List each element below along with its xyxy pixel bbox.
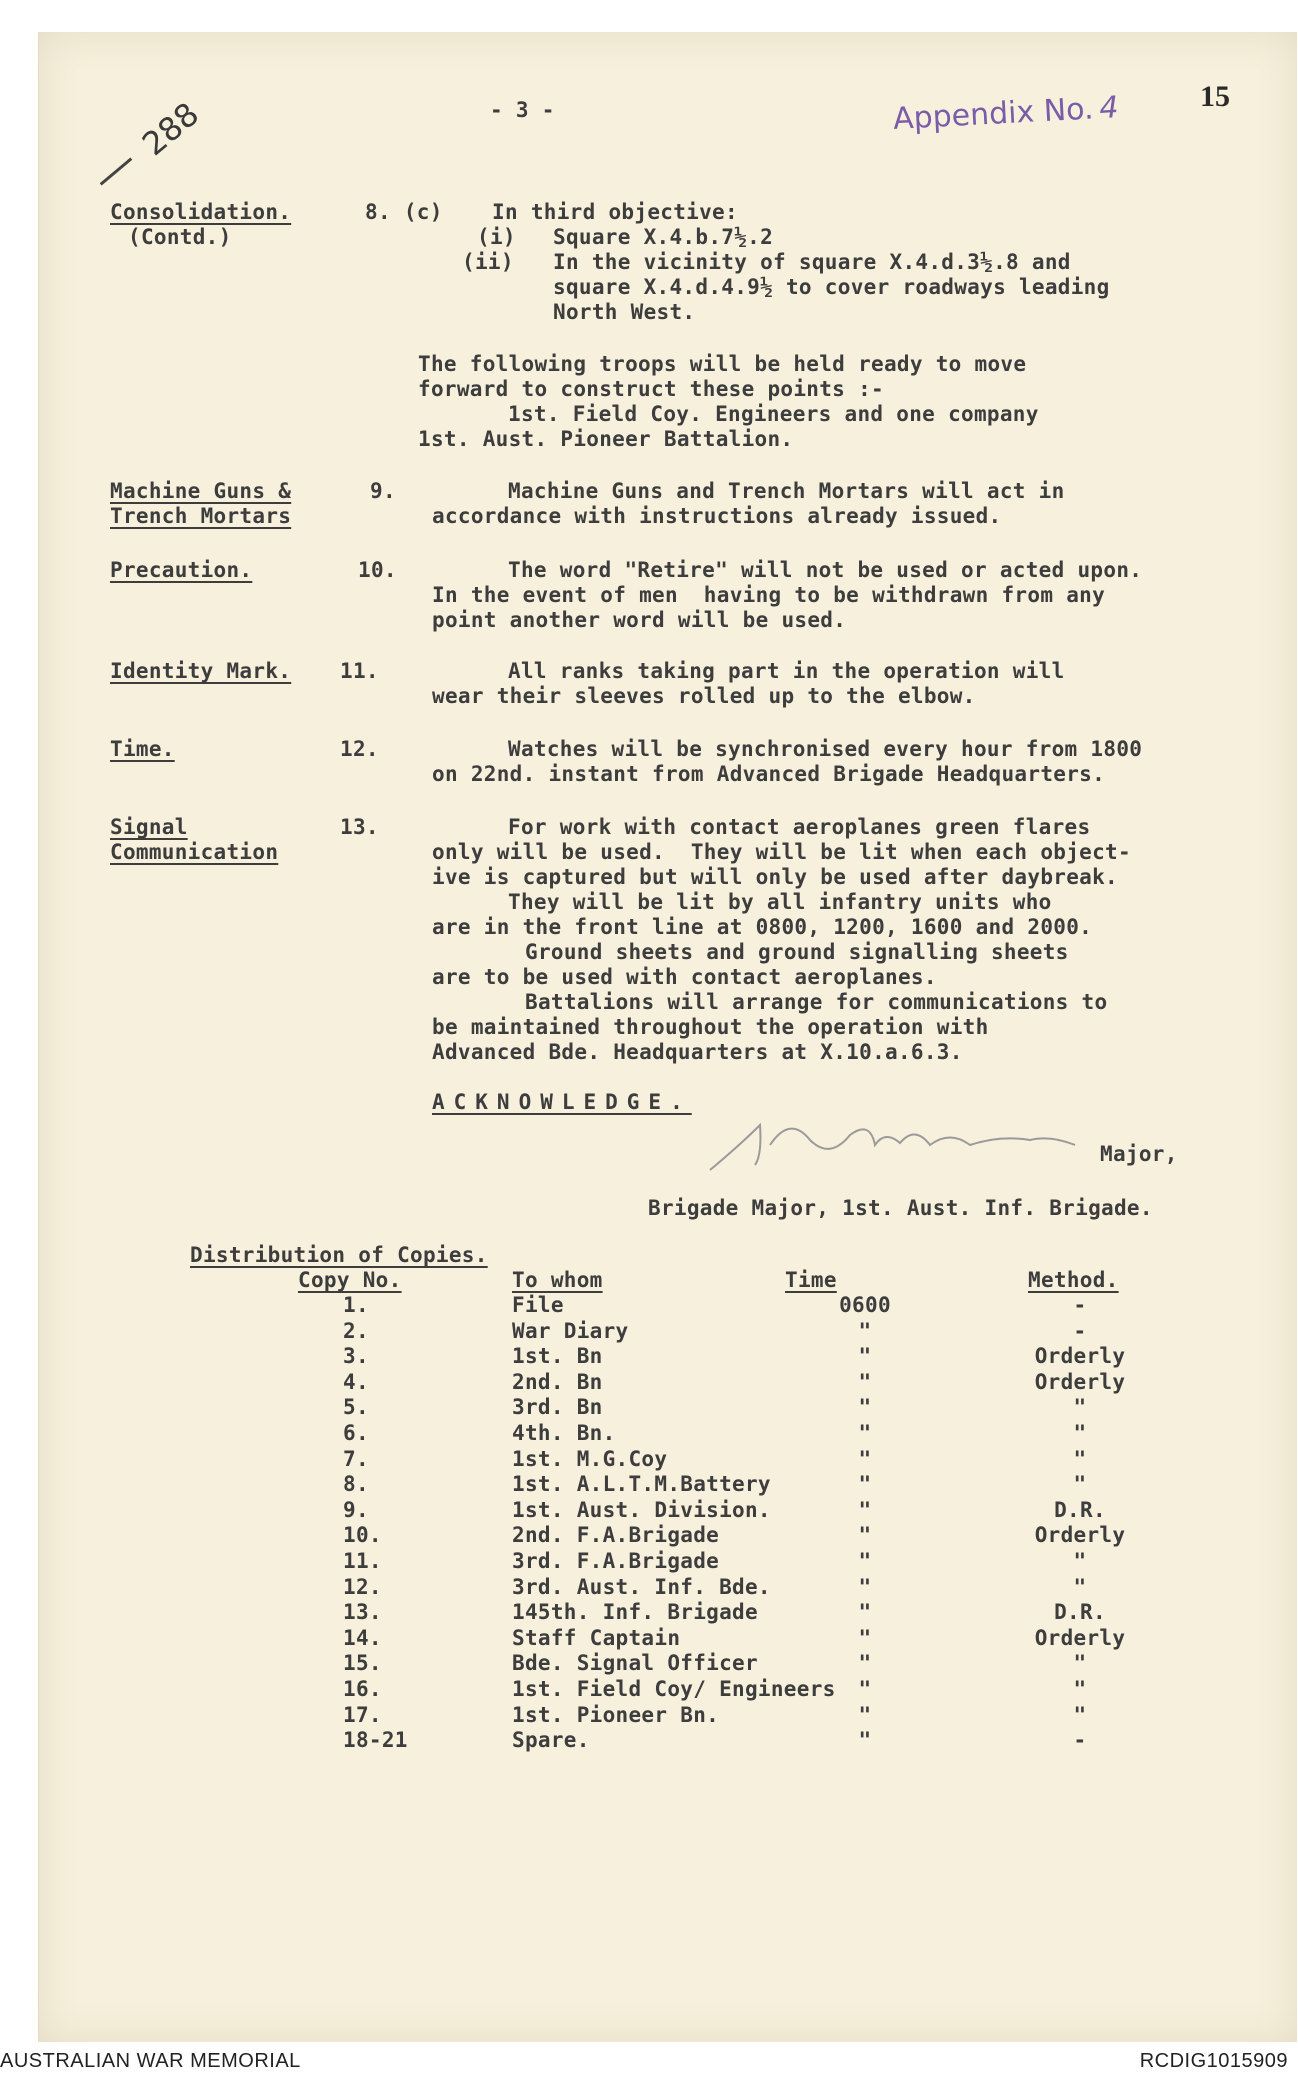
cell-copy-no: 10. [343, 1523, 382, 1548]
cell-time: " [858, 1702, 872, 1727]
table-row [0, 1626, 1298, 1651]
cell-method: " [1073, 1549, 1087, 1573]
cell-method: " [1073, 1446, 1087, 1471]
cell-to-whom: 3rd. Bn [512, 1395, 603, 1420]
consolidation-line1: In third objective: [492, 200, 738, 224]
machine-guns-heading-1: Machine Guns & [110, 479, 292, 503]
machine-guns-line2: accordance with instructions already issued. [432, 504, 1002, 528]
cell-copy-no: 6. [343, 1421, 369, 1445]
cell-copy-no: 2. [343, 1318, 369, 1343]
table-row [0, 1549, 1298, 1574]
table-row [0, 1728, 1298, 1753]
signal-line6: Ground sheets and ground signalling sheets [525, 940, 1069, 964]
table-row [0, 1498, 1298, 1523]
cell-time: " [858, 1344, 872, 1369]
col-time: Time [785, 1268, 837, 1292]
cell-to-whom: 145th. Inf. Brigade [512, 1600, 758, 1625]
consolidation-heading: Consolidation. [110, 200, 292, 224]
cell-method: Orderly [1034, 1625, 1126, 1650]
cell-time: " [858, 1446, 872, 1471]
acknowledge: ACKNOWLEDGE. [432, 1090, 692, 1114]
signal-line3: ive is captured but will only be used after daybreak. [432, 865, 1118, 889]
consolidation-ii-line1: In the vicinity of square X.4.d.3½.8 and [553, 250, 1071, 274]
troops-line2: forward to construct these points :- [418, 377, 884, 401]
table-row [0, 1703, 1298, 1728]
precaution-heading: Precaution. [110, 558, 253, 582]
cell-time: " [858, 1549, 872, 1573]
cell-to-whom: 4th. Bn. [512, 1421, 616, 1445]
cell-method: D.R. [1054, 1600, 1106, 1625]
cell-copy-no: 13. [343, 1600, 382, 1625]
consolidation-ii-label: (ii) [462, 250, 514, 274]
cell-to-whom: 1st. M.G.Coy [512, 1446, 668, 1471]
consolidation-para-no: 8. (c) [365, 200, 443, 224]
cell-time: " [858, 1369, 872, 1394]
cell-time: " [858, 1421, 872, 1445]
table-row [0, 1447, 1298, 1472]
cell-to-whom: Spare. [512, 1728, 590, 1753]
signal-para-no: 13. [340, 815, 379, 839]
cell-copy-no: 17. [343, 1702, 382, 1727]
table-row [0, 1395, 1298, 1420]
cell-method: " [1073, 1677, 1087, 1701]
handwritten-signature [700, 1105, 1100, 1185]
col-copy-no: Copy No. [298, 1268, 402, 1292]
cell-time: 0600 [839, 1293, 891, 1317]
signal-line9: be maintained throughout the operation with [432, 1015, 989, 1039]
footer-right: RCDIG1015909 [1139, 2050, 1288, 2072]
cell-method: D.R. [1054, 1497, 1106, 1522]
cell-time: " [858, 1728, 872, 1753]
cell-copy-no: 8. [343, 1472, 369, 1497]
cell-time: " [858, 1318, 872, 1343]
cell-to-whom: Bde. Signal Officer [512, 1651, 758, 1676]
cell-copy-no: 11. [343, 1549, 382, 1573]
table-row [0, 1319, 1298, 1344]
cell-time: " [858, 1574, 872, 1599]
cell-to-whom: 1st. Field Coy/ Engineers [512, 1677, 836, 1701]
appendix-stamp-prefix: Appendix No. [892, 91, 1095, 137]
cell-method: " [1073, 1702, 1087, 1727]
cell-time: " [858, 1395, 872, 1420]
cell-time: " [858, 1677, 872, 1701]
page-number: - 3 - [490, 98, 555, 122]
cell-copy-no: 7. [343, 1446, 369, 1471]
cell-method: Orderly [1034, 1344, 1126, 1369]
troops-line1: The following troops will be held ready to move [418, 352, 1027, 376]
footer-left: AUSTRALIAN WAR MEMORIAL [0, 2050, 301, 2072]
time-line1: Watches will be synchronised every hour from 1800 [508, 737, 1143, 761]
consolidation-ii-line3: North West. [553, 300, 696, 324]
time-heading: Time. [110, 737, 175, 761]
machine-guns-heading-2: Trench Mortars [110, 504, 292, 528]
cell-to-whom: Staff Captain [512, 1625, 681, 1650]
table-row [0, 1677, 1298, 1702]
cell-to-whom: 2nd. F.A.Brigade [512, 1523, 720, 1548]
cell-method: - [1073, 1318, 1087, 1343]
cell-time: " [858, 1472, 872, 1497]
cell-method: Orderly [1034, 1523, 1126, 1548]
cell-time: " [858, 1497, 872, 1522]
cell-copy-no: 1. [343, 1293, 369, 1317]
cell-copy-no: 3. [343, 1344, 369, 1369]
cell-method: " [1073, 1395, 1087, 1420]
identity-line1: All ranks taking part in the operation will [508, 659, 1065, 683]
cell-copy-no: 18-21 [343, 1728, 408, 1753]
cell-copy-no: 14. [343, 1625, 382, 1650]
cell-copy-no: 5. [343, 1395, 369, 1420]
signature-rank: Major, [1100, 1142, 1178, 1166]
cell-method: - [1073, 1728, 1087, 1753]
distribution-heading: Distribution of Copies. [190, 1243, 488, 1267]
precaution-line2: In the event of men having to be withdrawn from any [432, 583, 1106, 607]
table-row [0, 1575, 1298, 1600]
cell-method: - [1073, 1293, 1087, 1317]
folio-number: 15 [1200, 80, 1230, 113]
appendix-stamp-number: 4 [1098, 90, 1120, 127]
identity-heading: Identity Mark. [110, 659, 292, 683]
signal-heading-2: Communication [110, 840, 279, 864]
signal-line5: are in the front line at 0800, 1200, 1600 and 2000. [432, 915, 1093, 939]
troops-line4: 1st. Aust. Pioneer Battalion. [418, 427, 794, 451]
signal-heading-1: Signal [110, 815, 188, 839]
identity-line2: wear their sleeves rolled up to the elbow. [432, 684, 976, 708]
consolidation-i-label: (i) [477, 225, 516, 249]
cell-copy-no: 12. [343, 1574, 382, 1599]
table-row [0, 1344, 1298, 1369]
cell-time: " [858, 1523, 872, 1548]
consolidation-ii-line2: square X.4.d.4.9½ to cover roadways leading [553, 275, 1110, 299]
precaution-para-no: 10. [358, 558, 397, 582]
consolidation-heading-sub: (Contd.) [128, 225, 232, 249]
signature-title: Brigade Major, 1st. Aust. Inf. Brigade. [648, 1196, 1153, 1220]
cell-copy-no: 15. [343, 1651, 382, 1676]
cell-time: " [858, 1651, 872, 1676]
troops-line3: 1st. Field Coy. Engineers and one company [508, 402, 1039, 426]
cell-time: " [858, 1600, 872, 1625]
table-row [0, 1293, 1298, 1318]
precaution-line3: point another word will be used. [432, 608, 847, 632]
signal-line7: are to be used with contact aeroplanes. [432, 965, 937, 989]
time-para-no: 12. [340, 737, 379, 761]
cell-method: " [1073, 1472, 1087, 1497]
cell-to-whom: 3rd. Aust. Inf. Bde. [512, 1574, 771, 1599]
table-row [0, 1421, 1298, 1446]
time-line2: on 22nd. instant from Advanced Brigade Headquarters. [432, 762, 1106, 786]
table-row [0, 1523, 1298, 1548]
precaution-line1: The word "Retire" will not be used or acted upon. [508, 558, 1143, 582]
signal-line4: They will be lit by all infantry units who [508, 890, 1052, 914]
machine-guns-line1: Machine Guns and Trench Mortars will act in [508, 479, 1065, 503]
signal-line2: only will be used. They will be lit when each object- [432, 840, 1131, 864]
cell-to-whom: War Diary [512, 1318, 629, 1343]
cell-to-whom: 1st. Bn [512, 1344, 603, 1369]
cell-to-whom: File [512, 1293, 564, 1317]
handwritten-reference: 288 [134, 94, 207, 164]
table-row [0, 1472, 1298, 1497]
cell-to-whom: 2nd. Bn [512, 1369, 603, 1394]
signal-line10: Advanced Bde. Headquarters at X.10.a.6.3. [432, 1040, 963, 1064]
signal-line1: For work with contact aeroplanes green flares [508, 815, 1091, 839]
cell-copy-no: 16. [343, 1677, 382, 1701]
col-to-whom: To whom [512, 1268, 603, 1292]
signal-line8: Battalions will arrange for communications to [525, 990, 1108, 1014]
cell-time: " [858, 1625, 872, 1650]
table-row [0, 1600, 1298, 1625]
cell-method: Orderly [1034, 1369, 1126, 1394]
cell-to-whom: 1st. A.L.T.M.Battery [512, 1472, 771, 1497]
table-row [0, 1651, 1298, 1676]
cell-to-whom: 1st. Aust. Division. [512, 1497, 771, 1522]
machine-guns-para-no: 9. [370, 479, 396, 503]
cell-to-whom: 1st. Pioneer Bn. [512, 1702, 720, 1727]
cell-copy-no: 9. [343, 1497, 369, 1522]
cell-method: " [1073, 1574, 1087, 1599]
consolidation-i-text: Square X.4.b.7½.2 [553, 225, 774, 249]
col-method: Method. [1028, 1268, 1119, 1292]
cell-method: " [1073, 1421, 1087, 1445]
table-row [0, 1370, 1298, 1395]
identity-para-no: 11. [340, 659, 379, 683]
cell-copy-no: 4. [343, 1369, 369, 1394]
cell-to-whom: 3rd. F.A.Brigade [512, 1549, 720, 1573]
cell-method: " [1073, 1651, 1087, 1676]
